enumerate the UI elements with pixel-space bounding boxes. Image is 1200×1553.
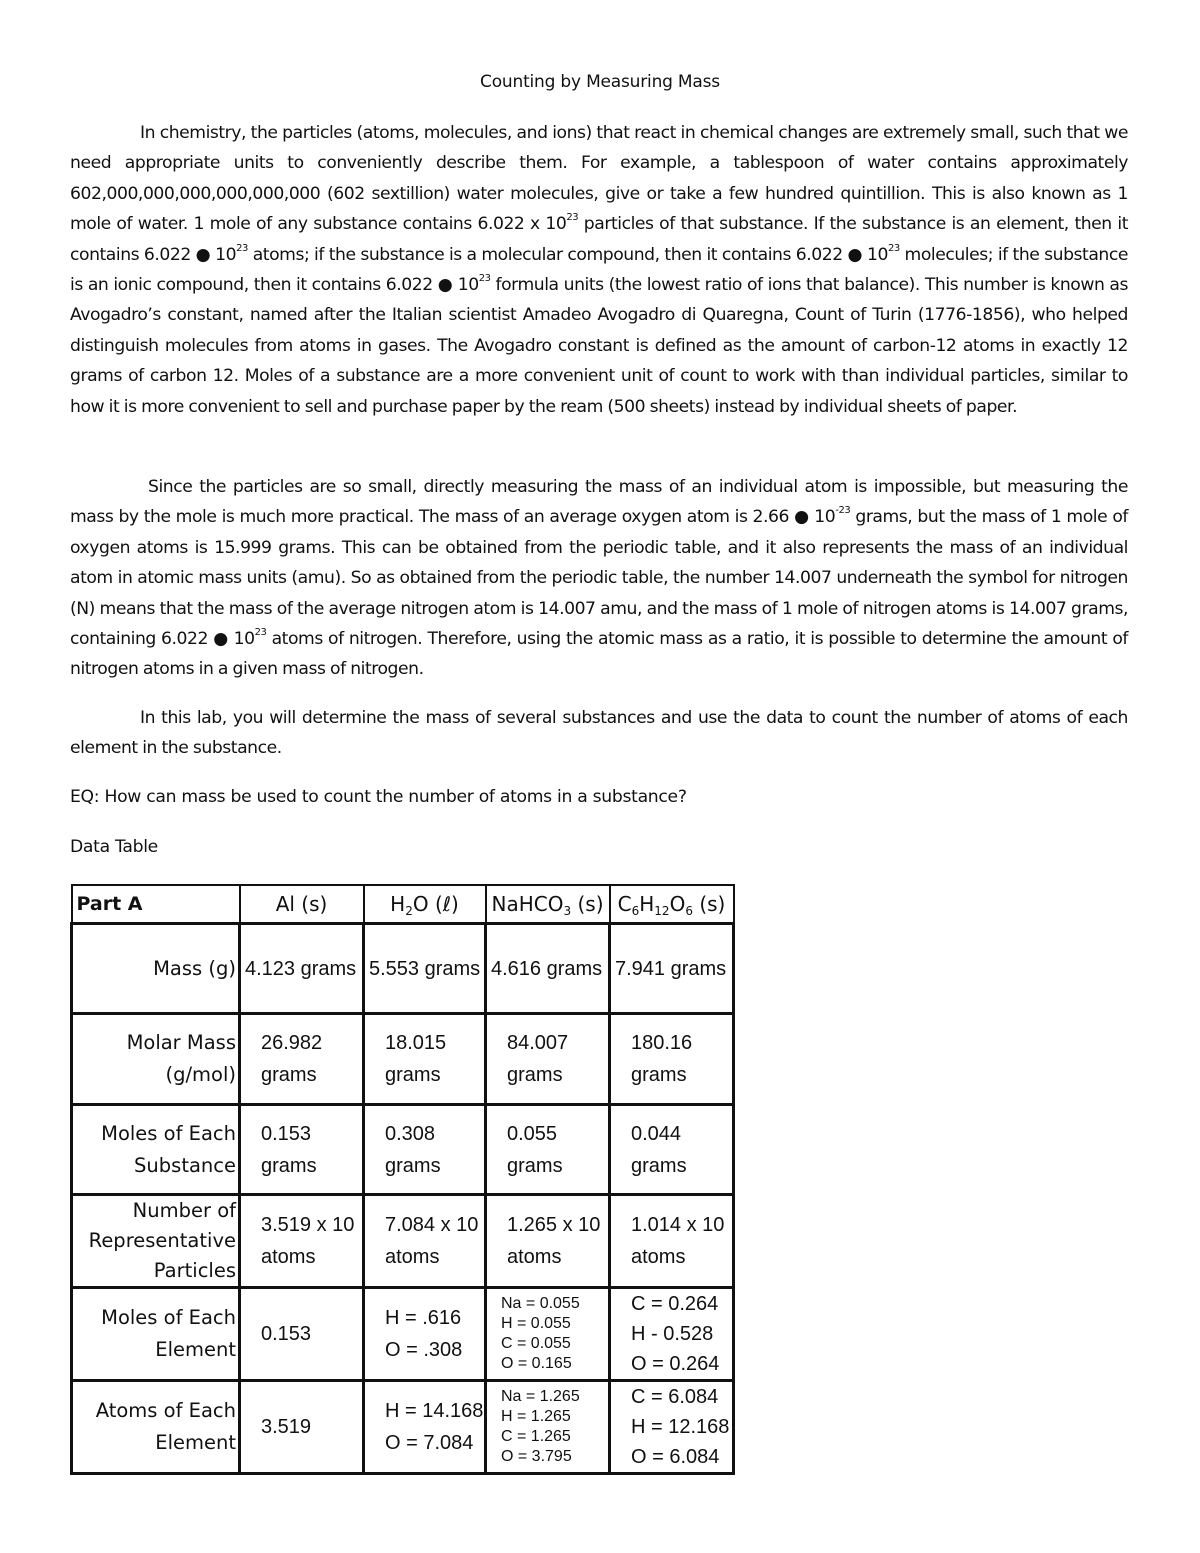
- atoms-element-glucose: C = 6.084 H = 12.168 O = 6.084: [610, 1381, 734, 1474]
- moles-substance-al: 0.153 grams: [240, 1105, 364, 1195]
- data-table-label: Data Table: [70, 837, 158, 857]
- table-header-row: [72, 885, 734, 924]
- intro-paragraph-3: In this lab, you will determine the mass of several substances and use the data to count the number of atoms of each element in the substance.: [70, 708, 1128, 759]
- moles-substance-nahco3: 0.055 grams: [486, 1105, 610, 1195]
- page-title: Counting by Measuring Mass: [480, 72, 720, 92]
- row-label-moles-element: Moles of Each Element: [72, 1288, 240, 1381]
- mass-nahco3: 4.616 grams: [486, 924, 610, 1014]
- moles-substance-glucose: 0.044 grams: [610, 1105, 734, 1195]
- table-row: [72, 1195, 734, 1288]
- molar-mass-glucose: 180.16 grams: [610, 1014, 734, 1105]
- data-table: [70, 884, 735, 1475]
- table-row: [72, 1105, 734, 1195]
- table-row: [72, 1014, 734, 1105]
- col-header-al: Al (s): [240, 885, 364, 924]
- intro-paragraph-2: Since the particles are so small, directly measuring the mass of an individual atom is impossible, but measuring the mass by the mole is much more practical. The mass of an average oxygen atom is 2.66 ● $10^{-23}$ grams, but the mass of 1 mole of oxygen atoms is 15.999 grams. This can be obtained from the periodic table, and it also represents the mass of an individual atom in atomic mass units (amu). So as obtained from the periodic table, the number 14.007 underneath the symbol for nitrogen (N) means that the mass of the average nitrogen atom is 14.007 amu, and the mass of 1 mole of nitrogen atoms is 14.007 grams, containing 6.022 ● $10^{23}$ atoms of nitrogen. Therefore, using the atomic mass as a ratio, it is possible to determine the amount of nitrogen atoms in a given mass of nitrogen.: [70, 477, 1128, 680]
- table-row: [72, 924, 734, 1014]
- moles-element-nahco3: Na = 0.055 H = 0.055 C = 0.055 O = 0.165: [486, 1288, 610, 1381]
- row-label-atoms-element: Atoms of Each Element: [72, 1381, 240, 1474]
- essential-question: EQ: How can mass be used to count the number of atoms in a substance?: [70, 787, 687, 807]
- mass-al: 4.123 grams: [240, 924, 364, 1014]
- particles-nahco3: 1.265 x 10 atoms: [486, 1195, 610, 1288]
- intro-paragraph-1: In chemistry, the particles (atoms, molecules, and ions) that react in chemical changes are extremely small, such that we need appropriate units to conveniently describe them. For example, a tablespoon of water contains approximately 602,000,000,000,000,000,000 (602 sextillion) water molecules, give or take a few hundred quintillion. This is also known as 1 mole of water. 1 mole of any substance contains 6.022 x $10^{23}$ particles of that substance. If the substance is an element, then it contains 6.022 ● $10^{23}$ atoms; if the substance is a molecular compound, then it contains 6.022 ● $10^{23}$ molecules; if the substance is an ionic compound, then it contains 6.022 ● $10^{23}$ formula units (the lowest ratio of ions that balance). This number is known as Avogadro’s constant, named after the Italian scientist Amadeo Avogadro di Quaregna, Count of Turin (1776-1856), who helped distinguish molecules from atoms in gases. The Avogadro constant is defined as the amount of carbon-12 atoms in exactly 12 grams of carbon 12. Moles of a substance are a more convenient unit of count to work with than individual particles, similar to how it is more convenient to sell and purchase paper by the ream (500 sheets) instead by individual sheets of paper.: [70, 123, 1128, 417]
- table-row: [72, 1288, 734, 1381]
- molar-mass-nahco3: 84.007 grams: [486, 1014, 610, 1105]
- molar-mass-h2o: 18.015 grams: [364, 1014, 486, 1105]
- row-label-mass: Mass (g): [72, 924, 240, 1014]
- moles-element-glucose: C = 0.264 H - 0.528 O = 0.264: [610, 1288, 734, 1381]
- moles-substance-h2o: 0.308 grams: [364, 1105, 486, 1195]
- row-label-molar-mass: Molar Mass (g/mol): [72, 1014, 240, 1105]
- mass-h2o: 5.553 grams: [364, 924, 486, 1014]
- part-label: Part A: [72, 885, 240, 924]
- atoms-element-h2o: H = 14.168 O = 7.084: [364, 1381, 486, 1474]
- col-header-h2o: $H_2O$ (ℓ): [364, 885, 486, 924]
- col-header-glucose: $C_6H_{12}O_6$ (s): [610, 885, 734, 924]
- mass-glucose: 7.941 grams: [610, 924, 734, 1014]
- atoms-element-al: 3.519: [240, 1381, 364, 1474]
- particles-h2o: 7.084 x 10 atoms: [364, 1195, 486, 1288]
- row-label-particles: Number of Representative Particles: [72, 1195, 240, 1288]
- table-row: [72, 1381, 734, 1474]
- moles-element-h2o: H = .616 O = .308: [364, 1288, 486, 1381]
- row-label-moles-substance: Moles of Each Substance: [72, 1105, 240, 1195]
- moles-element-al: 0.153: [240, 1288, 364, 1381]
- particles-al: 3.519 x 10 atoms: [240, 1195, 364, 1288]
- particles-glucose: 1.014 x 10 atoms: [610, 1195, 734, 1288]
- atoms-element-nahco3: Na = 1.265 H = 1.265 C = 1.265 O = 3.795: [486, 1381, 610, 1474]
- col-header-nahco3: NaHCO$_3$ (s): [486, 885, 610, 924]
- molar-mass-al: 26.982 grams: [240, 1014, 364, 1105]
